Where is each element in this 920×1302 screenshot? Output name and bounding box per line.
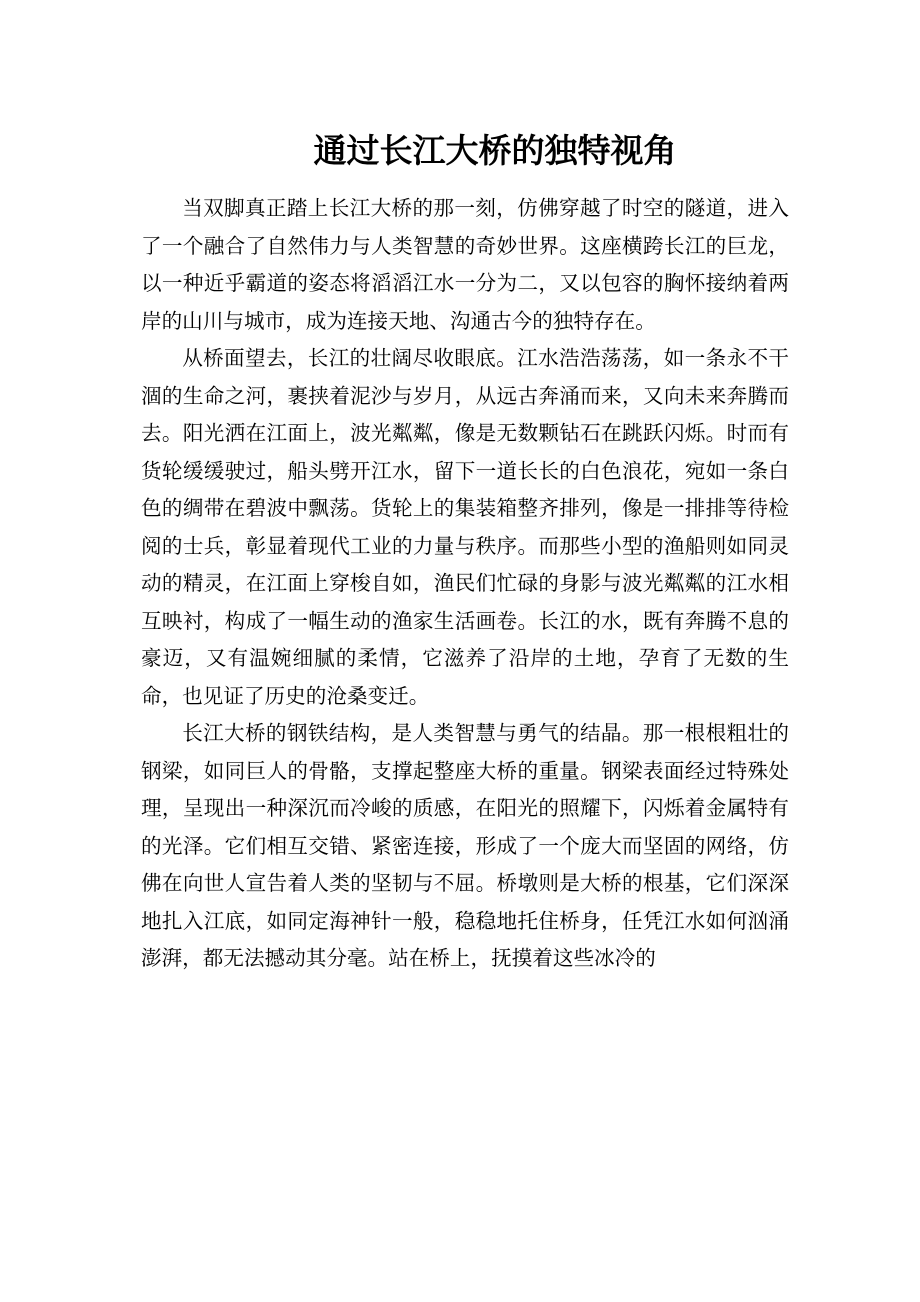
paragraph: 长江大桥的钢铁结构，是人类智慧与勇气的结晶。那一根根粗壮的钢梁，如同巨人的骨骼，支撑起整座大桥的重量。钢梁表面经过特殊处理，呈现出一种深沉而冷峻的质感，在阳光的照耀下，闪烁着金属特有的光泽。它们相互交错、紧密连接，形成了一个庞大而坚固的网络，仿佛在向世人宣告着人类的坚韧与不屈。桥墩则是大桥的根基，它们深深地扎入江底，如同定海神针一般，稳稳地托住桥身，任凭江水如何汹涌澎湃，都无法撼动其分毫。站在桥上，抚摸着这些冰冷的 [141, 721, 789, 970]
paragraph: 从桥面望去，长江的壮阔尽收眼底。江水浩浩荡荡，如一条永不干涸的生命之河，裹挟着泥沙与岁月，从远古奔涌而来，又向未来奔腾而去。阳光洒在江面上，波光粼粼，像是无数颗钻石在跳跃闪烁。时而有货轮缓缓驶过，船头劈开江水，留下一道长长的白色浪花，宛如一条白色的绸带在碧波中飘荡。货轮上的集装箱整齐排列，像是一排排等待检阅的士兵，彰显着现代工业的力量与秩序。而那些小型的渔船则如同灵动的精灵，在江面上穿梭自如，渔民们忙碌的身影与波光粼粼的江水相互映衬，构成了一幅生动的渔家生活画卷。长江的水，既有奔腾不息的豪迈，又有温婉细腻的柔情，它滋养了沿岸的土地，孕育了无数的生命，也见证了历史的沧桑变迁。 [141, 346, 789, 708]
paragraph: 当双脚真正踏上长江大桥的那一刻，仿佛穿越了时空的隧道，进入了一个融合了自然伟力与人类智慧的奇妙世界。这座横跨长江的巨龙，以一种近乎霸道的姿态将滔滔江水一分为二，又以包容的胸怀接纳着两岸的山川与城市，成为连接天地、沟通古今的独特存在。 [141, 196, 789, 333]
document-title: 通过长江大桥的独特视角 [313, 131, 677, 170]
document-body [141, 190, 789, 978]
